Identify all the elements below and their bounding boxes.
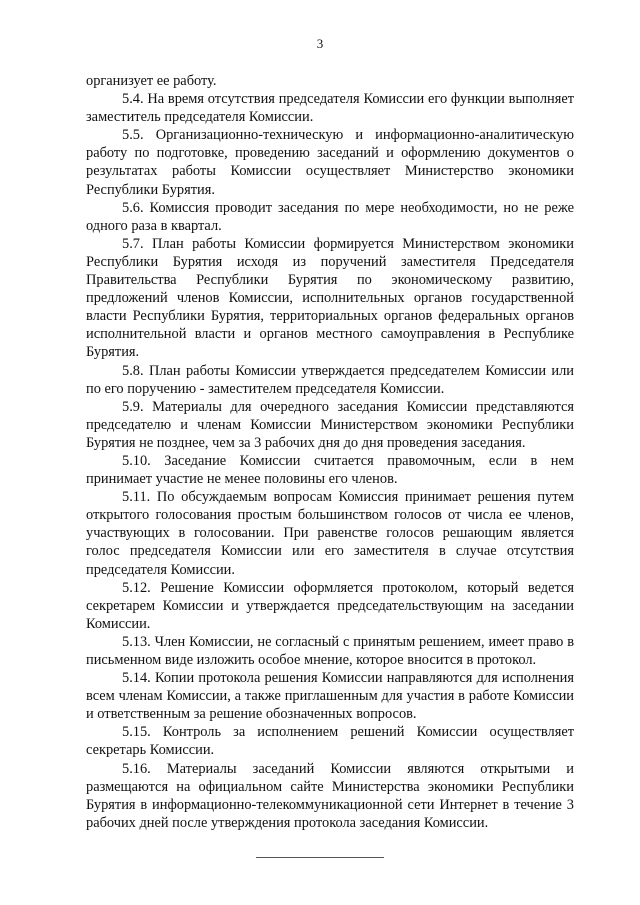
paragraph-5-5: 5.5. Организационно-техническую и информационно-аналитическую работу по подготовке, проведению заседаний и оформлению документов о результатах работы Комиссии осуществляет Министерство экономики Республики Бурятия. bbox=[86, 127, 574, 198]
paragraph-5-6: 5.6. Комиссия проводит заседания по мере необходимости, но не реже одного раза в квартал. bbox=[86, 199, 574, 234]
page-number: 3 bbox=[316, 36, 324, 51]
paragraph-5-8: 5.8. План работы Комиссии утверждается председателем Комиссии или по его поручению - заместителем председателя Комиссии. bbox=[86, 362, 574, 397]
paragraph-5-4: 5.4. На время отсутствия председателя Комиссии его функции выполняет заместитель председателя Комиссии. bbox=[86, 91, 574, 126]
paragraph-continued: организует ее работу. bbox=[86, 73, 217, 89]
paragraph-5-16: 5.16. Материалы заседаний Комиссии являются открытыми и размещаются на официальном сайте Министерства экономики Республики Бурятия в информационно-телекоммуникационной сети Интернет в течение 3 рабочих дней после утверждения протокола заседания Комиссии. bbox=[86, 760, 574, 831]
paragraph-5-13: 5.13. Член Комиссии, не согласный с принятым решением, имеет право в письменном виде изложить особое мнение, которое вносится в протокол. bbox=[86, 633, 574, 668]
paragraph-5-12: 5.12. Решение Комиссии оформляется протоколом, который ведется секретарем Комиссии и утверждается председательствующим на заседании Комиссии. bbox=[86, 579, 574, 632]
paragraph-5-7: 5.7. План работы Комиссии формируется Министерством экономики Республики Бурятия исходя из поручений заместителя Председателя Правительства Республики Бурятия по экономическому развитию, предложений членов Комиссии, исполнительных органов государственной власти Республики Бурятия, территориальных органов федеральных органов исполнительной власти и органов местного самоуправления в Республике Бурятия. bbox=[86, 235, 574, 361]
paragraph-5-9: 5.9. Материалы для очередного заседания Комиссии представляются председателю и членам Комиссии Министерством экономики Республики Бурятия не позднее, чем за 3 рабочих дня до дня проведения заседания. bbox=[86, 398, 574, 451]
paragraph-5-15: 5.15. Контроль за исполнением решений Комиссии осуществляет секретарь Комиссии. bbox=[86, 724, 574, 759]
paragraph-5-11: 5.11. По обсуждаемым вопросам Комиссия принимает решения путем открытого голосования простым большинством голосов от числа ее членов, участвующих в голосовании. При равенстве голосов решающим является голос председателя Комиссии или его заместителя в случае отсутствия председателя Комиссии. bbox=[86, 489, 574, 578]
paragraph-5-14: 5.14. Копии протокола решения Комиссии направляются для исполнения всем членам Комиссии, а также приглашенным для участия в работе Комиссии и ответственным за решение обозначенных вопросов. bbox=[86, 670, 574, 723]
document-body bbox=[86, 72, 574, 832]
paragraph-5-10: 5.10. Заседание Комиссии считается правомочным, если в нем принимает участие не менее половины его членов. bbox=[86, 452, 574, 488]
end-divider-line bbox=[256, 857, 384, 858]
